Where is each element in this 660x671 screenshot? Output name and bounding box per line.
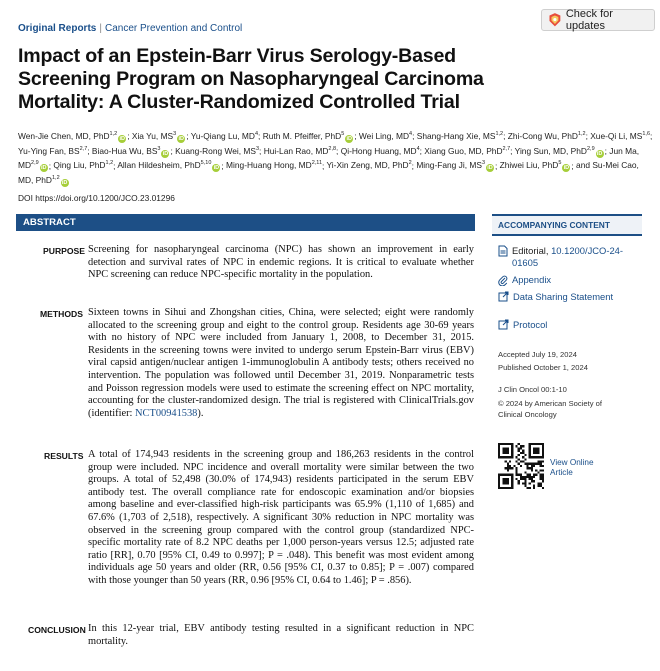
trial-registration-link[interactable]: NCT00941538: [135, 407, 198, 419]
orcid-icon[interactable]: iD: [346, 135, 353, 142]
editorial-link[interactable]: [498, 245, 642, 268]
author-affiliation: 3: [173, 131, 177, 137]
author-name: [264, 146, 336, 156]
methods-end: ).: [197, 407, 204, 419]
orcid-icon[interactable]: iD: [487, 165, 493, 172]
author-name: [117, 160, 221, 170]
author-text: Ying Sun, MD, PhD: [514, 145, 587, 156]
author-name: [508, 131, 586, 141]
author-name: and Su-Mei Cao, MD, PhD$^{1,2}$iD: [18, 160, 639, 187]
published-date: Published October 1, 2024: [498, 363, 588, 372]
author-name: [18, 146, 87, 156]
author-affiliation: 1,2: [495, 131, 504, 137]
author-text: Qi-Hong Huang, MD: [340, 145, 417, 156]
check-for-updates-label: Check for updates: [565, 8, 613, 32]
article-subcategory[interactable]: Cancer Prevention and Control: [104, 23, 243, 34]
author-affiliation: 5: [341, 131, 345, 137]
journal-citation: J Clin Oncol 00:1-10: [498, 385, 567, 394]
external-link-icon: [498, 291, 509, 302]
author-text: Su-Mei Cao, MD, PhD: [18, 160, 639, 186]
abstract-heading: ABSTRACT: [16, 214, 475, 231]
author-affiliation: 3: [157, 145, 161, 152]
author-name: [424, 146, 510, 156]
author-affiliation: 1,2: [109, 131, 118, 137]
author-text: Zhiwei Liu, PhD: [499, 160, 559, 171]
article-category[interactable]: Original Reports: [18, 23, 97, 34]
author-name: [175, 146, 259, 156]
author-name: [500, 160, 572, 170]
accompanying-content-heading: ACCOMPANYING CONTENT: [492, 214, 642, 236]
author-text: Zhi-Cong Wu, PhD: [507, 130, 578, 141]
orcid-icon[interactable]: iD: [162, 150, 169, 157]
author-text: Yi-Xin Zeng, MD, PhD: [326, 160, 409, 171]
author-name: [92, 146, 171, 156]
author-text: Kuang-Rong Wei, MS: [175, 145, 256, 156]
author-affiliation: 1,2: [51, 175, 60, 182]
editorial-doi[interactable]: 10.1200/JCO-24-01605: [512, 245, 624, 268]
author-affiliation: 3: [481, 160, 485, 167]
methods-body: Sixteen towns in Sihui and Zhongshan cities, China, were selected; eight were randomly allocated to the screening group and eight to the control group. Residents age 30-69 years with no history of NPC were included from January 1, 2008, to December 31, 2015. Residents in the screening towns were invited to undergo serum Epstein-Barr virus (EBV) viral capsid antigen/nuclear antigen 1-immunoglobulin A antibody tests; others received no intervention. The population was followed until December 31, 2019. Nonparametric tests and Poisson regression models were used to estimate the screening effect on NPC mortality, accounting for the cluster-randomized design. The trial is registered with ClinicalTrials.gov (identifier:: [88, 307, 474, 419]
results-label: RESULTS: [44, 451, 84, 461]
orcid-icon[interactable]: iD: [596, 150, 603, 157]
author-text: Ming-Fang Ji, MS: [416, 160, 482, 171]
article-title: Impact of an Epstein-Barr Virus Serology-Based Screening Program on Nasopharyngeal Carcinoma Mortality: A Cluster-Randomized Controlled Trial: [18, 45, 484, 113]
author-text: Biao-Hua Wu, BS: [91, 145, 158, 156]
appendix-label: Appendix: [512, 274, 552, 285]
author-affiliation: 2,7: [502, 145, 511, 152]
conclusion-text: In this 12-year trial, EBV antibody testing resulted in a significant reduction in NPC mortality.: [88, 623, 474, 647]
author-text: Jun Ma, MD: [18, 145, 640, 171]
author-affiliation: 4: [254, 131, 259, 137]
author-text: Yu-Qiang Lu, MD: [190, 130, 255, 141]
author-text: Yu-Ying Fan, BS: [18, 145, 80, 156]
document-icon: [498, 245, 508, 257]
author-affiliation: 1,2: [105, 160, 114, 167]
protocol-link[interactable]: [498, 319, 643, 331]
author-affiliation: 2,9: [31, 160, 39, 167]
author-affiliation: 5,10: [200, 160, 212, 167]
author-affiliation: 2: [408, 160, 412, 167]
orcid-icon[interactable]: iD: [213, 165, 220, 172]
author-name: [226, 160, 322, 170]
results-text: A total of 174,943 residents in the screening group and 186,263 residents in the control group were included. NPC incidence and overall mortality were similar between the two groups. A total of 52,498 (30.0% of 174,943) residents participated in the serum EBV antibody test. The overall compliance rate for endoscopic examination and/or biopsies among baseline and ever-classified high-risk participants was 65.9% (1,110 of 1,685) and 67.6% (1,703 of 2,518), respectively. A significant 30% reduction in NPC mortality was observed in the screening group compared with the control group (standardized NPC-specific mortality rate of 8.2 NPC deaths per 1,000 person-years versus 12.5; adjusted rate ratio [RR], 0.70 [95% CI, 0.49 to 0.997]; P = .048). This benefit was most evident among individuals age 50 years and older (RR, 0.56 [95% CI, 0.37 to 0.85]; P = .007) compared with those younger than 50 years (RR, 0.96 [95% CI, 0.64 to 1.46]; P = .856).: [88, 449, 474, 586]
author-affiliation: 4: [409, 131, 413, 137]
author-affiliation: 3: [255, 145, 260, 152]
author-name: [417, 131, 503, 141]
check-for-updates-button[interactable]: [541, 9, 655, 31]
author-affiliation: 1,6: [642, 131, 651, 137]
author-text: Xiang Guo, MD, PhD: [424, 145, 503, 156]
protocol-label: Protocol: [513, 319, 548, 330]
author-text: Hui-Lan Rao, MD: [263, 145, 329, 156]
orcid-icon[interactable]: iD: [40, 165, 47, 172]
author-text: Qing Liu, PhD: [53, 160, 106, 171]
author-list: Wen-Jie Chen, MD, PhD$^{1,2}$iD ; Xia Yu, $MS^3iD$ ; Yu-Qiang Lu, $MD^4$; Ruth M. Pfeiffer, PhD$^5$iD ; Wei Ling, $MD^4$; Shang-Hang Xie, MS$^{1,2}$; Zhi-Cong Wu, PhD$^{1,2}$; Xue-Qi Li, MS$^{1,6}$; Yu-Ying Fan, BS$^{2,7}$; Biao-Hua Wu, $BS^3iD$ ; Kuang-Rong Wei, $MS^3$; Hui-Lan Rao, MD$^{2,8}$; Qi-Hong Huang, $MD^4$; Xiang Guo, MD, PhD$^{2,7}$; Ying Sun, MD, PhD$^{2,9}$iD ; Jun Ma, MD$^{2,9}$iD ; Qing Liu, PhD$^{1,2}$; Allan Hildesheim, PhD$^{5,10}$iD ; Ming-Huang Hong, MD$^{2,11}$; Yi-Xin Zeng, MD, PhD$^2$; Ming-Fang Ji, $MS^3iD$ ; Zhiwei Liu, PhD$^5$iD ; and Su-Mei Cao, MD, PhD$^{1,2}$iD: [18, 130, 653, 187]
author-text: Wei Ling, MD: [358, 130, 410, 141]
author-affiliation: 1,2: [577, 131, 586, 137]
author-name: [359, 131, 412, 141]
doi-link[interactable]: DOI https://doi.org/10.1200/JCO.23.01296: [18, 193, 175, 203]
orcid-icon[interactable]: iD: [178, 135, 184, 142]
author-text: Ruth M. Pfeiffer, PhD: [262, 130, 342, 141]
qr-code-icon[interactable]: [498, 443, 544, 489]
orcid-icon[interactable]: iD: [119, 135, 125, 142]
appendix-link[interactable]: [498, 274, 642, 286]
author-name: [191, 131, 258, 141]
paperclip-icon: [498, 274, 508, 286]
author-affiliation: 2,8: [328, 145, 337, 152]
author-text: Allan Hildesheim, PhD: [117, 160, 201, 171]
author-name: [515, 146, 605, 156]
conclusion-label: CONCLUSION: [28, 625, 86, 635]
copyright-notice: © 2024 by American Society of Clinical Oncology: [498, 399, 602, 419]
data-sharing-link[interactable]: [498, 291, 643, 303]
orcid-icon[interactable]: iD: [563, 165, 570, 172]
author-text: Ming-Huang Hong, MD: [226, 160, 312, 171]
author-text: Xue-Qi Li, MS: [590, 130, 643, 141]
author-name: [263, 131, 355, 141]
orcid-icon[interactable]: iD: [61, 180, 68, 187]
methods-label: METHODS: [40, 309, 83, 319]
author-affiliation: 2,11: [311, 160, 322, 167]
external-link-icon: [498, 319, 509, 330]
author-name: [590, 131, 650, 141]
author-name: [327, 160, 412, 170]
purpose-label: PURPOSE: [43, 246, 86, 256]
editorial-label: Editorial,: [512, 245, 549, 256]
author-affiliation: 2,7: [79, 145, 88, 152]
purpose-text: Screening for nasopharyngeal carcinoma (NPC) has shown an improvement in early detection and survival rates of NPC in endemic regions. It is critical to evaluate whether NPC screening can reduce NPC-specific mortality in the population.: [88, 244, 474, 281]
data-sharing-label: Data Sharing Statement: [513, 291, 614, 302]
author-name: [416, 160, 495, 170]
author-name: [53, 160, 113, 170]
header-separator: |: [99, 23, 102, 34]
author-name: [18, 131, 127, 141]
accepted-date: Accepted July 19, 2024: [498, 350, 577, 359]
author-text: Xia Yu, MS: [131, 130, 174, 141]
article-type-header: [18, 23, 242, 34]
author-affiliation: 4: [416, 145, 420, 152]
view-online-article-link[interactable]: View Online Article: [550, 458, 594, 477]
author-name: [341, 146, 420, 156]
author-affiliation: 2,9: [586, 145, 595, 152]
methods-text: [88, 307, 474, 420]
author-text: Shang-Hang Xie, MS: [416, 130, 496, 141]
author-name: [132, 131, 186, 141]
author-affiliation: 5: [558, 160, 562, 167]
author-text: Wen-Jie Chen, MD, PhD: [18, 130, 110, 141]
crossmark-icon: [548, 12, 562, 28]
